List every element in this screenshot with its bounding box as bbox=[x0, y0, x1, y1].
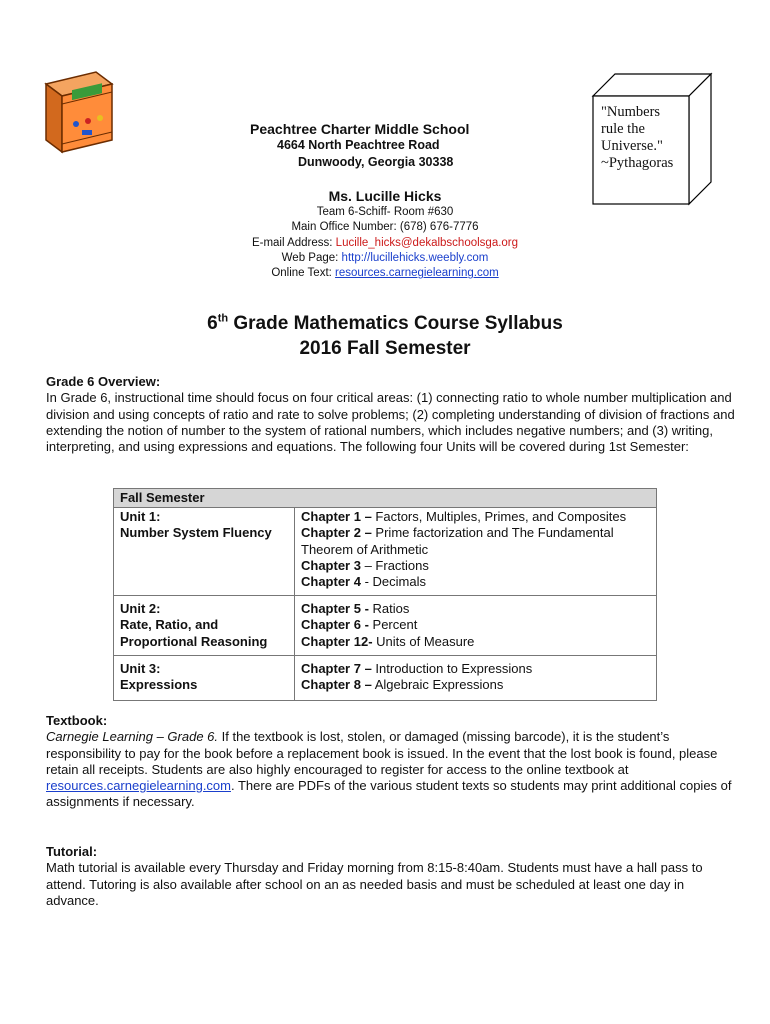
syllabus-title bbox=[0, 311, 770, 361]
teacher-contact-block bbox=[0, 187, 770, 281]
overview-section bbox=[46, 374, 736, 455]
unit-cell bbox=[114, 655, 295, 700]
chapter-item: Chapter 4 - Decimals bbox=[301, 574, 426, 590]
teacher-email-line bbox=[0, 236, 770, 251]
unit-label: Unit 2: bbox=[120, 601, 161, 617]
title-line-1 bbox=[0, 311, 770, 336]
unit-name: Number System Fluency bbox=[120, 525, 272, 541]
units-table-header: Fall Semester bbox=[114, 489, 657, 508]
math-book-icon bbox=[38, 66, 118, 156]
quote-line-2: rule the bbox=[601, 121, 645, 137]
email-link[interactable]: Lucille_hicks@dekalbschoolsga.org bbox=[335, 236, 519, 249]
textbook-title: Carnegie Learning – Grade 6. bbox=[46, 729, 219, 745]
online-text-link[interactable]: resources.carnegielearning.com bbox=[335, 267, 499, 280]
textbook-policy-text: If the textbook is lost, stolen, or damaged (missing barcode), it is the student’s responsibility to pay for the book before a replacement book is issued. In the event that the lost book is found, please retain all receipts. Students are also highly encouraged to register for access to the online textbook at bbox=[46, 729, 718, 777]
quote-author: ~Pythagoras bbox=[601, 155, 674, 171]
textbook-section bbox=[46, 713, 736, 811]
unit-name: Rate, Ratio, and Proportional Reasoning bbox=[120, 617, 268, 649]
table-row bbox=[114, 596, 657, 656]
web-label: Web Page: bbox=[281, 251, 342, 264]
table-row bbox=[114, 508, 657, 596]
textbook-heading: Textbook: bbox=[46, 713, 108, 728]
teacher-phone: Main Office Number: (678) 676-7776 bbox=[291, 221, 479, 234]
school-name: Peachtree Charter Middle School bbox=[250, 121, 470, 137]
chapter-item: Chapter 6 - Percent bbox=[301, 617, 418, 633]
overview-body: In Grade 6, instructional time should focus on four critical areas: (1) connecting ratio to whole number multiplication and division and using concepts of ratio and rate to solve problems; (2) completing understanding of division of fractions and extending the notion of number to the system of rational numbers, which includes negative numbers; and (3) writing, interpreting, and using expressions and equations. The following four Units will be covered during 1st Semester: bbox=[46, 390, 735, 455]
title-course-name: Grade Mathematics Course Syllabus bbox=[228, 313, 563, 334]
unit-cell bbox=[114, 508, 295, 596]
chapter-item: Chapter 2 – Prime factorization and The Fundamental Theorem of Arithmetic bbox=[301, 525, 614, 557]
teacher-name: Ms. Lucille Hicks bbox=[328, 188, 442, 204]
web-page-link[interactable]: http://lucillehicks.weebly.com bbox=[341, 251, 489, 264]
chapter-item: Chapter 3 – Fractions bbox=[301, 557, 429, 573]
title-semester: 2016 Fall Semester bbox=[299, 338, 471, 359]
email-label: E-mail Address: bbox=[251, 236, 336, 249]
title-grade-number: 6 bbox=[207, 313, 218, 334]
chapters-cell bbox=[295, 508, 657, 596]
units-table bbox=[113, 488, 657, 701]
online-text-label: Online Text: bbox=[271, 267, 336, 280]
teacher-team-room: Team 6-Schiff- Room #630 bbox=[316, 206, 454, 218]
tutorial-body: Math tutorial is available every Thursday and Friday morning from 8:15-8:40am. Students must have a hall pass to attend. Tutoring is also available after school on an as needed basis and must be scheduled at least one day in advance. bbox=[46, 860, 703, 908]
title-grade-suffix: th bbox=[217, 312, 229, 325]
textbook-pdf-note: . There are PDFs of the various student texts so students may print additional copies of assignments if necessary. bbox=[46, 778, 732, 810]
school-address-street: 4664 North Peachtree Road bbox=[277, 138, 440, 152]
teacher-web-line bbox=[0, 251, 770, 266]
quote-line-1: "Numbers bbox=[601, 104, 661, 120]
online-textbook-link[interactable]: resources.carnegielearning.com bbox=[46, 778, 231, 794]
overview-heading: Grade 6 Overview: bbox=[46, 374, 161, 389]
quote-line-3: Universe." bbox=[601, 138, 663, 154]
tutorial-heading: Tutorial: bbox=[46, 844, 98, 859]
chapters-cell bbox=[295, 655, 657, 700]
chapter-item: Chapter 12- Units of Measure bbox=[301, 633, 475, 649]
unit-name: Expressions bbox=[120, 677, 198, 693]
chapters-cell bbox=[295, 596, 657, 656]
teacher-online-text-line bbox=[0, 266, 770, 281]
table-row bbox=[114, 655, 657, 700]
unit-cell bbox=[114, 596, 295, 656]
tutorial-section bbox=[46, 844, 736, 909]
chapter-item: Chapter 8 – Algebraic Expressions bbox=[301, 677, 504, 693]
unit-label: Unit 3: bbox=[120, 660, 161, 676]
school-address-city: Dunwoody, Georgia 30338 bbox=[298, 155, 454, 169]
unit-label: Unit 1: bbox=[120, 509, 161, 525]
chapter-item: Chapter 7 – Introduction to Expressions bbox=[301, 660, 533, 676]
chapter-item: Chapter 1 – Factors, Multiples, Primes, and Composites bbox=[301, 509, 627, 525]
chapter-item: Chapter 5 - Ratios bbox=[301, 601, 410, 617]
